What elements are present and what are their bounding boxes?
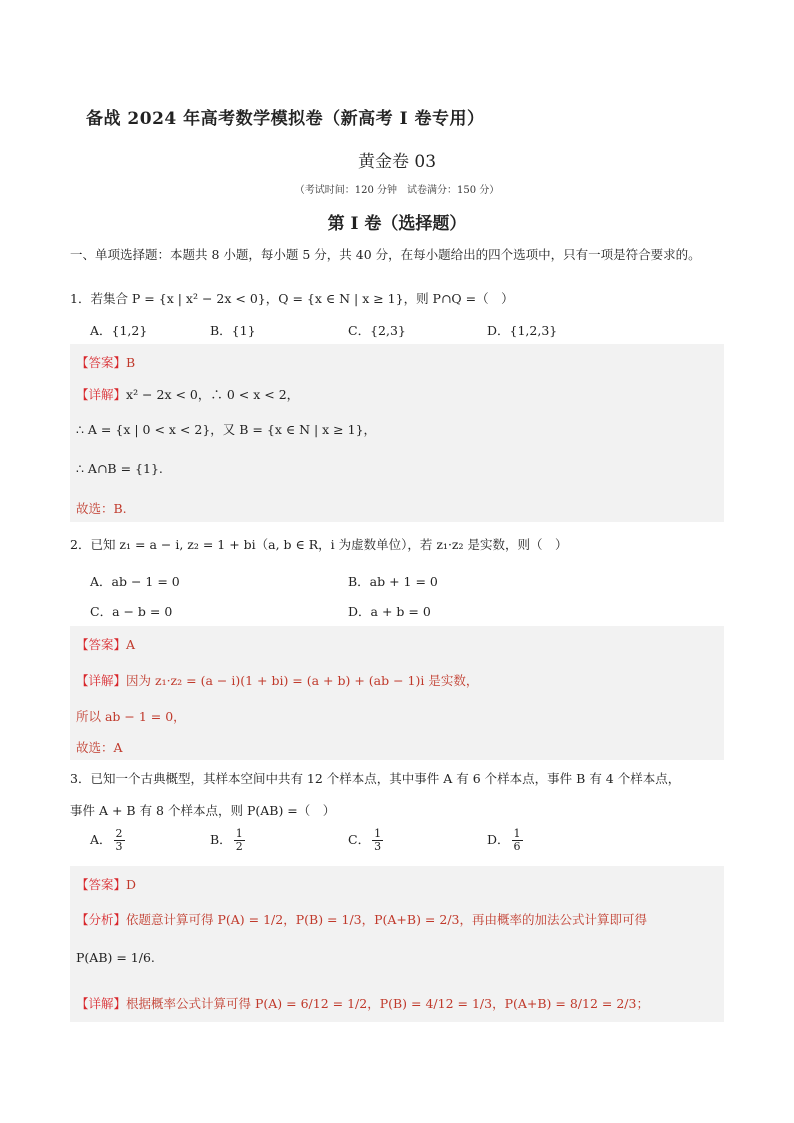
q3-option-a-label: A． bbox=[90, 832, 112, 847]
q2-answer-line bbox=[76, 635, 135, 653]
main-title: 备战 2024 年高考数学模拟卷（新高考 I 卷专用） bbox=[86, 109, 485, 129]
q2-choose: 故选：A bbox=[76, 740, 123, 755]
q3-option-d-label: D． bbox=[487, 832, 510, 847]
q2-answer-block bbox=[70, 626, 724, 760]
exam-info: （考试时间：120 分钟 试卷满分：150 分） bbox=[294, 185, 500, 196]
q2-option-d: D．a + b = 0 bbox=[348, 604, 431, 619]
q3-analysis-1: 依题意计算可得 P(A) = 1/2，P(B) = 1/3，P(A+B) = 2/3，再由概率的加法公式计算即可得 bbox=[126, 912, 647, 927]
q1-option-a: A．{1,2} bbox=[90, 323, 148, 338]
q2-detail-1: 因为 z₁·z₂ = (a − i)(1 + bi) = (a + b) + (ab − 1)i 是实数， bbox=[126, 673, 479, 688]
q2-answer-tag: 【答案】 bbox=[76, 637, 127, 652]
q1-answer-block bbox=[70, 344, 724, 522]
q3-option-d-den: 6 bbox=[513, 840, 521, 853]
q3-detail-1: 根据概率公式计算可得 P(A) = 6/12 = 1/2，P(B) = 4/12 = 1/3，P(A+B) = 8/12 = 2/3； bbox=[126, 996, 649, 1011]
q2-detail-tag: 【详解】 bbox=[76, 673, 127, 688]
q1-detail-3: ∴ A∩B = {1}. bbox=[76, 461, 163, 476]
q3-option-b-num: 1 bbox=[235, 827, 243, 840]
q3-option-c-den: 3 bbox=[374, 840, 382, 853]
q3-answer-tag: 【答案】 bbox=[76, 877, 127, 892]
q1-detail-1: x² − 2x < 0，∴ 0 < x < 2， bbox=[126, 387, 300, 402]
q3-option-d-fraction bbox=[512, 828, 523, 853]
section-title: 第 I 卷（选择题） bbox=[327, 214, 467, 234]
q3-option-a-fraction bbox=[114, 828, 125, 853]
q3-option-a bbox=[90, 828, 127, 853]
q3-option-c-fraction bbox=[372, 828, 383, 853]
q1-option-d: D．{1,2,3} bbox=[487, 323, 558, 338]
q3-option-b-label: B． bbox=[210, 832, 232, 847]
q2-detail-2: 所以 ab − 1 = 0， bbox=[76, 709, 186, 724]
q1-answer-tag: 【答案】 bbox=[76, 355, 127, 370]
q3-analysis-line bbox=[76, 910, 647, 928]
q3-analysis-tag: 【分析】 bbox=[76, 912, 127, 927]
q3-option-b-den: 2 bbox=[235, 840, 243, 853]
q3-analysis-2: P(AB) = 1/6. bbox=[76, 950, 155, 965]
q3-option-c-num: 1 bbox=[374, 827, 382, 840]
q3-option-b bbox=[210, 828, 247, 853]
q3-detail-tag: 【详解】 bbox=[76, 996, 127, 1011]
q3-option-d-num: 1 bbox=[513, 827, 521, 840]
q3-option-a-den: 3 bbox=[115, 840, 123, 853]
q2-answer: A bbox=[126, 637, 136, 652]
q2-option-b: B．ab + 1 = 0 bbox=[348, 574, 438, 589]
q3-answer-line bbox=[76, 875, 136, 893]
q2-option-c: C．a − b = 0 bbox=[90, 604, 173, 619]
q3-answer-block bbox=[70, 866, 724, 1022]
q3-stem-1: 3．已知一个古典概型，其样本空间中共有 12 个样本点，其中事件 A 有 6 个样本点，事件 B 有 4 个样本点， bbox=[70, 771, 681, 786]
q3-option-b-fraction bbox=[234, 828, 245, 853]
q2-stem: 2．已知 z₁ = a − i, z₂ = 1 + bi（a, b ∈ R，i 为虚数单位），若 z₁·z₂ 是实数，则（ ） bbox=[70, 537, 568, 552]
q1-detail-tag: 【详解】 bbox=[76, 387, 127, 402]
q1-option-b: B．{1} bbox=[210, 323, 256, 338]
section-intro: 一、单项选择题：本题共 8 小题，每小题 5 分，共 40 分，在每小题给出的四个选项中，只有一项是符合要求的。 bbox=[70, 247, 701, 262]
q3-option-c bbox=[348, 828, 385, 853]
q1-stem: 1．若集合 P = {x | x² − 2x < 0}，Q = {x ∈ N | x ≥ 1}，则 P∩Q =（ ） bbox=[70, 291, 514, 306]
q2-detail-line bbox=[76, 671, 478, 689]
paper-subtitle: 黄金卷 03 bbox=[357, 152, 437, 172]
q3-option-a-num: 2 bbox=[115, 827, 123, 840]
q2-option-a: A．ab − 1 = 0 bbox=[90, 574, 180, 589]
q3-detail-line bbox=[76, 994, 649, 1012]
q3-option-d bbox=[487, 828, 525, 853]
q1-detail-2: ∴ A = {x | 0 < x < 2}，又 B = {x ∈ N | x ≥ 1}， bbox=[76, 422, 377, 437]
q3-option-c-label: C． bbox=[348, 832, 371, 847]
q1-choose: 故选：B. bbox=[76, 501, 127, 516]
q1-answer: B bbox=[126, 355, 136, 370]
q1-answer-line bbox=[76, 353, 135, 371]
q3-answer: D bbox=[126, 877, 137, 892]
q3-stem-2: 事件 A + B 有 8 个样本点，则 P(AB) =（ ） bbox=[70, 803, 336, 818]
q1-option-c: C．{2,3} bbox=[348, 323, 406, 338]
q1-detail-line bbox=[76, 385, 299, 403]
